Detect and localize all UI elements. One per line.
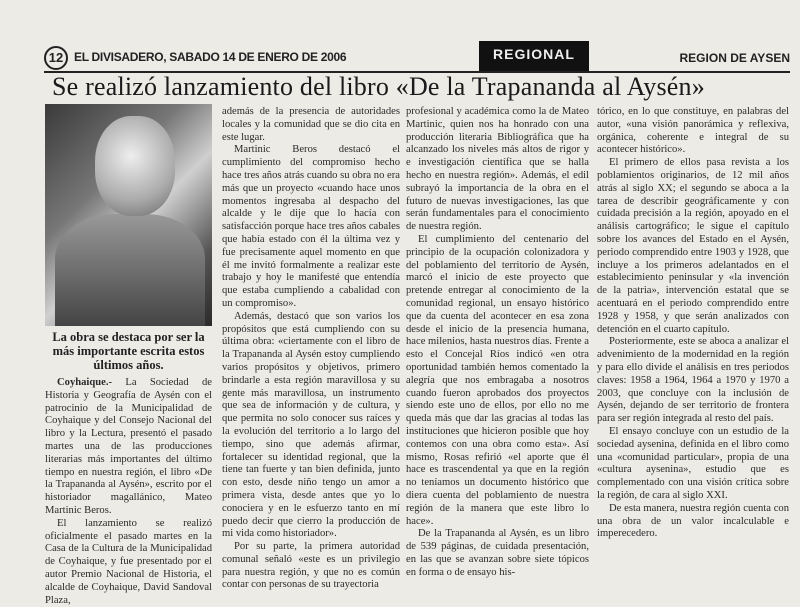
page-number: 12	[44, 46, 68, 70]
newspaper-date-line: EL DIVISADERO, SABADO 14 DE ENERO DE 2006	[74, 50, 347, 64]
dateline: Coyhaique.-	[57, 377, 113, 388]
article-column-1	[45, 377, 212, 606]
paragraph: Por su parte, la primera autoridad comunal señaló «este es un privilegio para nuestra región, y que no es común contar con personas de su trayectoria	[222, 541, 400, 591]
paragraph	[45, 377, 212, 518]
headline: Se realizó lanzamiento del libro «De la Trapananda al Aysén»	[52, 72, 705, 101]
paragraph: profesional y académica como la de Mateo Martinic, quien nos ha honrado con una producción literaria Bibliográfica que ha alcanzado los niveles más altos de rigor y e investigación científica que se halla hecho en nuestra región». Además, el edil subrayó la importancia de la obra en el futuro de nuevas investigaciones, las que serán fundamentales para el conocimiento de nuestra región.	[406, 106, 589, 233]
paragraph: además de la presencia de autoridades locales y la comunidad que se dio cita en este lugar.	[222, 106, 400, 143]
paragraph: tórico, en lo que constituye, en palabras del autor, «una visión panorámica y reflexiva, orgánica, coherente e integral de su acontecer histórico».	[597, 106, 789, 156]
paragraph: El cumplimiento del centenario del principio de la ocupación colonizadora y del poblamiento del territorio de Aysén, marcó el inicio de este proyecto que pretende entregar al conocimiento de la comunidad regional, un ensayo histórico que da cuenta del acontecer en esa zona desde el inicio de la presencia humana, hace milenios, hasta nuestros días. Frente a esto el Concejal Ríos indicó «en otra oportunidad también hemos comentado la alegría que nos embragaba a nosotros cuando fueron aprobados dos proyectos siendo este uno de ellos, por ello no me queda más que dar las gracias al todas las instituciones que hicieron posible que hoy contemos con una obra como esta». Así mismo, Rosas refirió «el aporte que él hace es trascendental ya que en la región no teníamos un documento histórico que diera cuenta del poblamiento de nuestra región de la manera que este libro lo hace».	[406, 233, 589, 527]
photo-caption: La obra se destaca por ser la más importante escrita estos últimos años.	[52, 330, 205, 372]
page-header	[44, 44, 790, 73]
author-photo	[45, 104, 212, 326]
section-label: REGIONAL	[479, 41, 589, 71]
photo-figure-head	[95, 116, 175, 216]
paragraph: Posteriormente, este se aboca a analizar el advenimiento de la modernidad en la región y para ello divide el análisis en tres periodos claves: 1958 a 1964, 1964 a 1970 y 1970 a 2003, que concluye con la inclusión de Aysén, dejando de ser territorio de frontera para ser región integrada al resto del país.	[597, 336, 789, 425]
paragraph: Martinic Beros destacó el cumplimiento del compromiso hecho hace tres años atrás cuando su obra no era más que un proyecto «cuando hace unos momentos ingresaba al despacho del alcalde y le dije que lo hacía con satisfacción porque hace tres años cabales que había estado con él la última vez y fue precisamente aquel momento en que él me invitó formalmente a realizar este trabajo y hoy le manifesté que entendía que estaba cumpliendo a cabalidad con un compromiso».	[222, 144, 400, 309]
region-label: REGION DE AYSEN	[679, 51, 790, 65]
paragraph: Además, destacó que son varios los propósitos que está cumpliendo con su última obra: «ciertamente con el libro de la Trapananda al Aysén estoy cumpliendo varios propósitos y objetivos, primero brindarle a esta región maravillosa y su gente más maravillosa, un instrumento que sea de información y de cultura, y que permita no solo conocer sus raíces y la evolución del territorio a lo largo del tiempo, sino que además afirmar, fortalecer su identidad regional, que la tiene tan fuerte y tan bien definida, junto con esto, desde niño tengo un amor a primera vista, desde antes que yo lo conociera y en le esfuerzo tanto en mí puedo decir que cierro la producción de mi vida como historiador».	[222, 310, 400, 540]
paragraph: De esta manera, nuestra región cuenta con una obra de un valor incalculable e imperecedero.	[597, 502, 789, 540]
paragraph: De la Trapananda al Aysén, es un libro de 539 páginas, de cuidada presentación, en las que se avanzan sobre siete tópicos en forma o de ensayo his-	[406, 528, 589, 578]
paragraph: El lanzamiento se realizó oficialmente el pasado martes en la Casa de la Cultura de la Municipalidad de Coyhaique, y fue presentado por el autor Premio Nacional de Historia, el alcalde de Coyhaique, David Sandoval Plaza,	[45, 517, 212, 606]
article-column-2	[222, 106, 400, 591]
paragraph: El ensayo concluye con un estudio de la sociedad aysenina, definida en el libro como una «comunidad particular», propia de una «cultura aysenina», estudio que es complementado con una visión crítica sobre la región, de cara al siglo XXI.	[597, 425, 789, 501]
paragraph: El primero de ellos pasa revista a los poblamientos originarios, de 12 mil años atrás al siglo XX; el segundo se aboca a la tarea de describir geográficamente y con cuidada precisión a la región, apoyado en el análisis cartográfico; le sigue el capítulo sobre los avances del Estado en el Aysén, periodo comprendido entre 1903 y 1928, que incluye a los primeros adelantados en el establecimiento peninsular y «la invención de la patria», intervención estatal que se acentuará en el periodo comprendido entre 1928 y 1958, y que serán analizados con detención en el cuarto capítulo.	[597, 157, 789, 335]
article-column-3	[406, 106, 589, 586]
article-column-4	[597, 106, 789, 586]
paragraph-text: La Sociedad de Historia y Geografía de Aysén con el patrocinio de la Municipalidad de Coyhaique y del Consejo Nacional del libro y la Lectura, presentó el pasado martes una de las producciones literarias más importantes del último tiempo en nuestra región, el libro «De la Trapananda al Aysén», escrito por el historiador magallánico, Mateo Martinic Beros.	[45, 377, 212, 516]
photo-figure-body	[55, 214, 205, 326]
